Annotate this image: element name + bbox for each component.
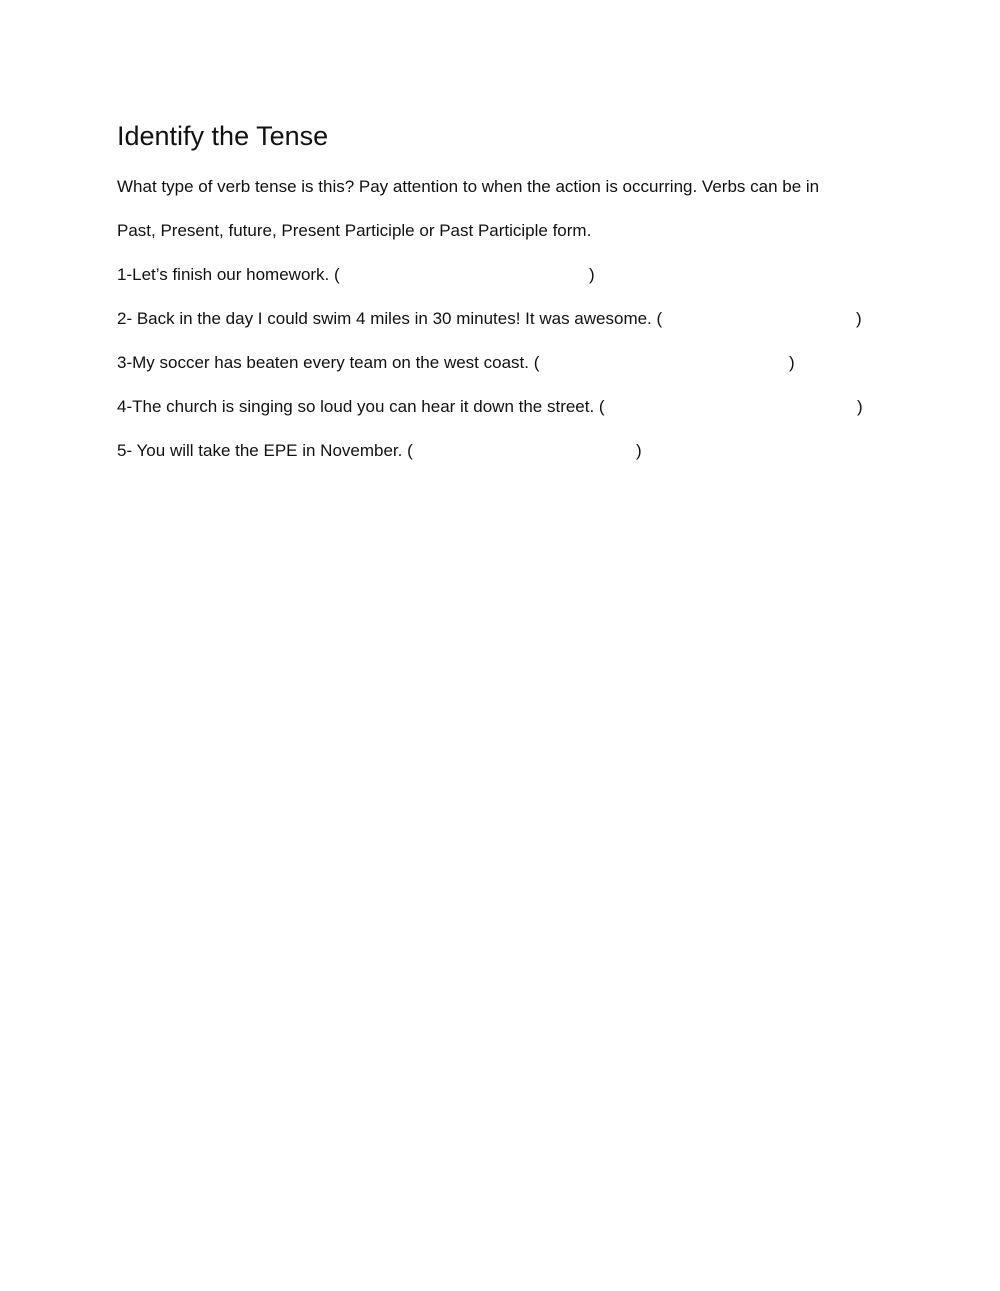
question-5-close-paren: ) bbox=[636, 441, 642, 460]
answer-input-3[interactable] bbox=[566, 351, 788, 377]
question-3-text: 3-My soccer has beaten every team on the west coast. ( bbox=[117, 353, 540, 372]
answer-input-2[interactable] bbox=[694, 307, 856, 333]
question-4-text: 4-The church is singing so loud you can hear it down the street. ( bbox=[117, 397, 605, 416]
question-5-text: 5- You will take the EPE in November. ( bbox=[117, 441, 413, 460]
question-2-text: 2- Back in the day I could swim 4 miles in 30 minutes! It was awesome. ( bbox=[117, 309, 663, 328]
answer-input-5[interactable] bbox=[432, 439, 636, 465]
answer-input-4[interactable] bbox=[636, 395, 856, 421]
answer-input-1[interactable] bbox=[366, 263, 590, 289]
instructions-line-1: What type of verb tense is this? Pay attention to when the action is occurring. Verbs can be in bbox=[117, 177, 820, 196]
question-1-text: 1-Let’s finish our homework. ( bbox=[117, 265, 340, 284]
instructions-line-2: Past, Present, future, Present Participle or Past Participle form. bbox=[117, 221, 592, 240]
page-title: Identify the Tense bbox=[117, 121, 329, 151]
question-3-close-paren: ) bbox=[789, 353, 795, 372]
question-1-close-paren: ) bbox=[589, 265, 595, 284]
question-4-close-paren: ) bbox=[857, 397, 863, 416]
question-2-close-paren: ) bbox=[856, 309, 862, 328]
